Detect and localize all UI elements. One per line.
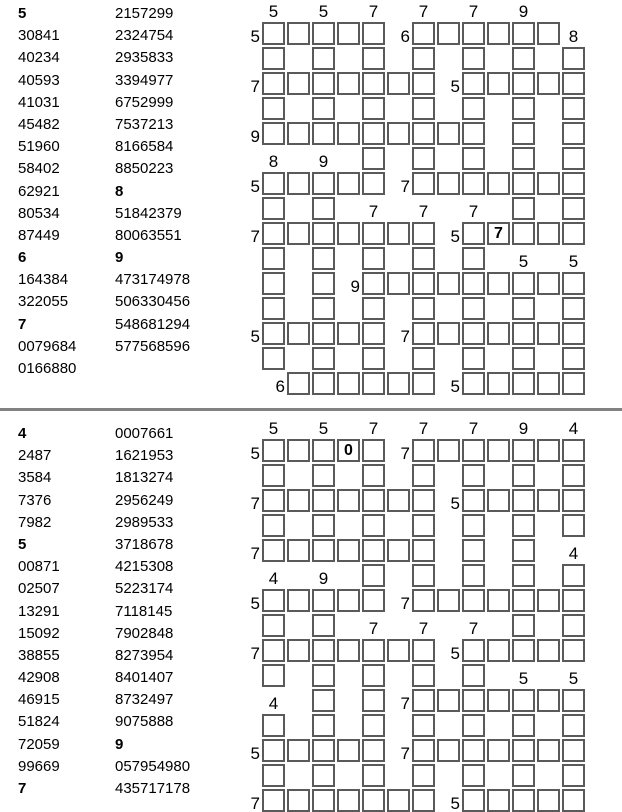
run-length-label-row-8: 7 [250,227,260,246]
clue-number: 2487 [18,447,52,465]
run-length-label-r5c0: 4 [268,569,279,588]
run-length-label-row-6: 5 [250,594,260,613]
run-length-label-col-0: 5 [268,2,279,21]
grid-cell[interactable] [487,789,510,812]
run-length-label-r8c7: 5 [450,227,460,246]
clue-number: 02507 [18,580,60,598]
grid-cell[interactable] [412,689,435,712]
run-length-label-row-2: 7 [250,77,260,96]
run-length-label-r10c0: 4 [268,694,279,713]
grid-cell[interactable] [312,614,335,637]
grid-cell[interactable] [337,739,360,762]
clue-group-header: 7 [18,780,27,797]
grid-cell[interactable] [312,639,335,662]
grid-cell[interactable] [337,789,360,812]
clue-number: 7902848 [115,624,174,642]
clue-number: 0166880 [18,360,77,377]
grid-cell[interactable] [412,664,435,687]
clue-number: 8273954 [115,646,174,664]
clue-number: 99669 [18,757,60,775]
grid-cell[interactable] [462,664,485,687]
grid-cell[interactable] [487,639,510,662]
run-length-label-r14c0: 6 [275,377,285,396]
clue-number: 3718678 [115,535,174,553]
run-length-label-col-2: 5 [318,2,329,21]
grid-cell[interactable] [562,789,585,812]
grid-cell[interactable] [562,589,585,612]
clue-number: 51960 [18,138,60,156]
run-length-label-col-0: 5 [268,419,279,438]
clue-number: 6752999 [115,93,174,111]
grid-cell[interactable] [412,439,435,462]
grid-cell[interactable] [437,739,460,762]
grid-cell[interactable] [562,564,585,587]
grid-cell[interactable] [562,689,585,712]
run-length-label-r12c5: 7 [400,327,410,346]
grid-cell[interactable] [262,514,285,537]
grid-cell[interactable] [462,489,485,512]
grid-cell[interactable] [362,739,385,762]
run-length-label-r7c8: 7 [468,619,479,638]
grid-cell[interactable] [312,489,335,512]
grid-cell[interactable] [512,689,535,712]
run-length-label-r7c6: 7 [418,202,429,221]
grid-cell[interactable] [562,489,585,512]
clue-number: 7537213 [115,115,174,133]
grid-cell[interactable] [412,764,435,787]
clue-number: 8166584 [115,138,174,156]
grid-cell[interactable] [537,689,560,712]
grid-cell[interactable] [412,539,435,562]
grid-cell[interactable] [487,689,510,712]
grid-cell[interactable] [287,439,310,462]
grid-cell[interactable] [462,514,485,537]
grid-cell[interactable] [312,764,335,787]
run-length-label-row-2: 7 [250,494,260,513]
run-length-label-row-4: 9 [250,127,260,146]
clue-number: 9075888 [115,713,174,731]
grid-cell[interactable] [462,764,485,787]
grid-cell[interactable] [262,739,285,762]
run-length-label-col-4: 7 [368,2,379,21]
grid-cell[interactable] [537,789,560,812]
grid-cell[interactable] [312,514,335,537]
grid-cell[interactable] [562,614,585,637]
grid-cell[interactable] [487,739,510,762]
grid-cell[interactable] [462,539,485,562]
run-length-label-col-2: 5 [318,419,329,438]
clue-number: 45482 [18,115,60,133]
grid-cell[interactable] [362,714,385,737]
run-length-label-r7c4: 7 [368,202,379,221]
clue-number: 41031 [18,93,60,111]
grid-cell[interactable] [262,714,285,737]
run-length-label-col-8: 7 [468,419,479,438]
grid-cell[interactable] [412,564,435,587]
grid-cell[interactable] [512,514,535,537]
clue-number: 322055 [18,293,69,311]
clue-number: 0007661 [115,425,174,442]
clue-number: 435717178 [115,780,191,797]
grid-cell[interactable] [462,639,485,662]
clue-number: 58402 [18,160,60,178]
grid-cell[interactable] [362,514,385,537]
run-length-label-col-6: 7 [418,419,429,438]
grid-cell[interactable] [437,589,460,612]
grid-cell[interactable] [462,439,485,462]
grid-cell[interactable] [487,589,510,612]
grid-cell[interactable] [537,639,560,662]
grid-cell[interactable] [512,739,535,762]
grid-cell[interactable] [412,589,435,612]
grid-cell[interactable] [387,539,410,562]
grid-cell[interactable] [437,689,460,712]
grid-cell[interactable] [312,714,335,737]
clue-number: 87449 [18,226,60,244]
grid-cell[interactable] [262,539,285,562]
grid-cell[interactable] [387,639,410,662]
run-length-label-r2c7: 5 [450,77,460,96]
clue-number: 38855 [18,646,60,664]
clue-number: 80534 [18,204,60,222]
clue-number: 4215308 [115,558,174,576]
clue-number: 46915 [18,691,60,709]
grid-cell[interactable] [562,464,585,487]
clue-number: 8850223 [115,160,174,178]
run-length-label-col-6: 7 [418,2,429,21]
grid-cell[interactable] [562,514,585,537]
grid-cell[interactable] [312,439,335,462]
grid-cell-prefilled: 7 [487,222,510,245]
grid-cell[interactable] [337,589,360,612]
run-length-label-row-12: 5 [250,744,260,763]
run-length-label-row-12: 5 [250,327,260,346]
clue-number: 0079684 [18,337,77,355]
clue-number: 51842379 [115,204,182,222]
grid-cell[interactable] [362,464,385,487]
grid-cell[interactable] [462,714,485,737]
run-length-label-col-4: 7 [368,419,379,438]
grid-cell[interactable] [262,439,285,462]
grid-cell[interactable] [512,564,535,587]
clue-number: 2157299 [115,5,174,22]
grid-cell[interactable] [362,439,385,462]
grid-cell[interactable] [287,739,310,762]
grid-cell[interactable] [512,614,535,637]
clue-group-header: 8 [115,182,124,200]
clue-number: 473174978 [115,271,191,289]
grid-cell[interactable] [512,639,535,662]
grid-cell[interactable] [412,639,435,662]
clue-number: 2956249 [115,491,174,509]
clue-number: 7376 [18,491,52,509]
clue-number: 1813274 [115,469,174,487]
grid-cell[interactable] [412,739,435,762]
grid-cell[interactable] [562,639,585,662]
clue-number: 2989533 [115,513,174,531]
grid-cell[interactable] [362,764,385,787]
run-length-label-r6c5: 7 [400,594,410,613]
grid-cell[interactable] [312,739,335,762]
grid-cell[interactable] [562,714,585,737]
clue-number: 3584 [18,469,52,487]
grid-cell[interactable] [287,589,310,612]
grid-cell[interactable] [312,789,335,812]
clue-number: 057954980 [115,757,191,775]
run-length-label-col-12: 4 [568,419,579,438]
run-length-label-r14c7: 5 [450,377,460,396]
clue-group-header: 4 [18,425,27,442]
grid-cell[interactable] [362,589,385,612]
grid-cell[interactable] [287,539,310,562]
run-length-label-r10c5: 7 [400,694,410,713]
run-length-label-r0c5: 6 [400,27,410,46]
grid-cell[interactable] [262,664,285,687]
grid-cell[interactable] [562,439,585,462]
grid-cell[interactable] [487,489,510,512]
grid-cell[interactable] [462,589,485,612]
clue-column-2 [115,423,190,800]
grid-cell[interactable] [262,589,285,612]
run-length-label-row-8: 7 [250,644,260,663]
clue-number: 8401407 [115,669,174,687]
grid-cell[interactable] [387,489,410,512]
clue-number: 548681294 [115,315,191,333]
run-length-label-r5c2: 9 [318,152,329,171]
grid-cell[interactable] [512,764,535,787]
grid-cell[interactable] [262,764,285,787]
grid-cell[interactable] [362,789,385,812]
clue-number: 577568596 [115,337,191,355]
grid-cell[interactable] [537,739,560,762]
clue-number: 2324754 [115,27,174,45]
grid-cell[interactable] [337,639,360,662]
grid-cell[interactable] [362,664,385,687]
grid-cell[interactable] [362,639,385,662]
run-length-label-r0c12: 8 [568,27,579,46]
clue-number: 2935833 [115,49,174,67]
run-length-label-r6c5: 7 [400,177,410,196]
clue-number: 30841 [18,27,60,45]
run-length-label-row-6: 5 [250,177,260,196]
grid-cell[interactable] [462,689,485,712]
clue-number: 15092 [18,624,60,642]
grid-cell[interactable] [512,489,535,512]
grid-cell[interactable] [337,489,360,512]
grid-cell[interactable] [437,439,460,462]
run-length-label-r4c12: 4 [568,544,579,563]
clue-number: 80063551 [115,226,182,244]
clue-number: 506330456 [115,293,191,311]
grid-cell[interactable] [362,539,385,562]
clue-number: 164384 [18,271,69,289]
grid-cell[interactable] [512,714,535,737]
run-length-label-row-0: 5 [250,444,260,463]
clue-group-header: 7 [18,315,27,333]
grid-cell[interactable] [537,439,560,462]
grid-cell[interactable] [312,664,335,687]
grid-cell[interactable] [512,539,535,562]
grid-cell[interactable] [287,789,310,812]
run-length-label-r2c7: 5 [450,494,460,513]
grid-cell[interactable] [537,489,560,512]
clue-number: 40234 [18,49,60,67]
clue-number: 3394977 [115,71,174,89]
grid-cell[interactable] [362,689,385,712]
run-length-label-row-14: 7 [250,794,260,812]
grid-cell[interactable] [487,439,510,462]
run-length-label-r8c7: 5 [450,644,460,663]
run-length-label-r5c2: 9 [318,569,329,588]
run-length-label-col-10: 9 [518,2,529,21]
clue-group-header: 9 [115,249,124,267]
clue-column-1 [18,423,60,800]
grid-cell[interactable] [262,639,285,662]
clue-number: 00871 [18,558,60,576]
clue-number: 42908 [18,669,60,687]
run-length-label-r9c12: 5 [568,252,579,271]
run-length-label-r12c5: 7 [400,744,410,763]
clue-number: 51824 [18,713,60,731]
run-length-label-row-0: 5 [250,27,260,46]
clue-number: 40593 [18,71,60,89]
clue-number: 5223174 [115,580,174,598]
run-length-label-r10c3: 9 [350,277,360,296]
run-length-label-r9c10: 5 [518,252,529,271]
clue-number: 62921 [18,182,60,200]
grid-cell[interactable] [287,639,310,662]
run-length-label-r7c6: 7 [418,619,429,638]
grid-cell[interactable] [312,464,335,487]
grid-cell[interactable] [412,514,435,537]
clue-group-header: 5 [18,535,27,553]
grid-cell[interactable] [262,489,285,512]
grid-cell[interactable] [262,789,285,812]
grid-cell[interactable] [387,789,410,812]
grid-cell[interactable] [462,564,485,587]
grid-cell[interactable] [412,464,435,487]
grid-cell[interactable] [462,789,485,812]
grid-cell[interactable] [537,589,560,612]
run-length-label-r5c0: 8 [268,152,279,171]
grid-cell[interactable] [287,489,310,512]
grid-cell[interactable] [462,464,485,487]
run-length-label-r7c8: 7 [468,202,479,221]
run-length-label-r7c4: 7 [368,619,379,638]
clue-number: 8732497 [115,691,174,709]
clue-group-header: 5 [18,5,27,22]
clue-number: 7982 [18,513,52,531]
run-length-label-col-8: 7 [468,2,479,21]
grid-cell[interactable] [512,464,535,487]
grid-cell[interactable] [362,564,385,587]
clue-number: 1621953 [115,447,174,465]
run-length-label-row-4: 7 [250,544,260,563]
grid-cell[interactable] [512,789,535,812]
grid-cell[interactable] [312,539,335,562]
grid-cell[interactable] [262,464,285,487]
grid-cell[interactable] [412,489,435,512]
grid-cell[interactable] [512,589,535,612]
grid-cell[interactable] [412,714,435,737]
clue-group-header: 6 [18,249,27,267]
run-length-label-r9c10: 5 [518,669,529,688]
run-length-label-r0c5: 7 [400,444,410,463]
grid-cell[interactable] [562,764,585,787]
grid-cell[interactable] [312,689,335,712]
grid-cell[interactable] [562,739,585,762]
run-length-label-r9c12: 5 [568,669,579,688]
grid-cell[interactable] [412,789,435,812]
grid-cell-prefilled: 0 [337,439,360,462]
clue-group-header: 9 [115,735,124,753]
grid-cell[interactable] [512,439,535,462]
grid-cell[interactable] [337,539,360,562]
grid-cell[interactable] [362,489,385,512]
run-length-label-col-10: 9 [518,419,529,438]
run-length-label-r14c7: 5 [450,794,460,812]
grid-cell[interactable] [262,614,285,637]
grid-cell[interactable] [462,739,485,762]
clue-number: 7118145 [115,602,173,620]
clue-number: 13291 [18,602,60,620]
grid-cell[interactable] [312,589,335,612]
clue-number: 72059 [18,735,60,753]
